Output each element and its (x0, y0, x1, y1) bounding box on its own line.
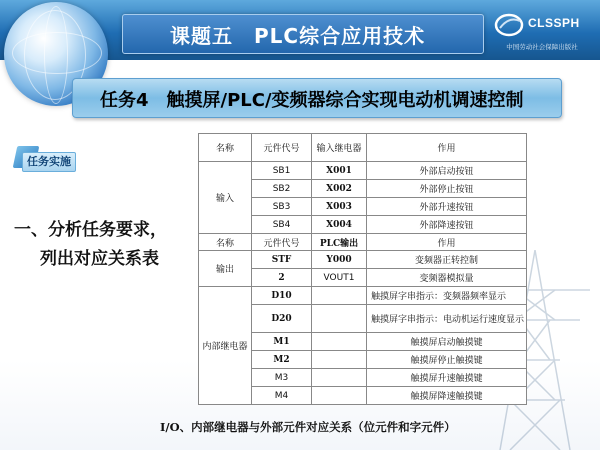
table-caption: I/O、内部继电器与外部元件对应关系（位元件和字元件） (160, 420, 456, 434)
table-cell: 变频器正转控制 (367, 251, 527, 269)
table-cell: VOUT1 (312, 269, 367, 287)
table-header-cell: PLC输出 (312, 234, 367, 251)
table-row (199, 162, 527, 180)
table-cell: 触摸屏停止触摸键 (367, 351, 527, 369)
table-cell: Y000 (312, 251, 367, 269)
table-cell (312, 369, 367, 387)
table-cell: 外部停止按钮 (367, 180, 527, 198)
table-cell: D10 (252, 287, 312, 305)
table-cell: X002 (312, 180, 367, 198)
table-header-cell: 名称 (199, 134, 252, 162)
table-cell: M2 (252, 351, 312, 369)
table-cell (312, 305, 367, 333)
table-header-cell: 元件代号 (252, 134, 312, 162)
task-title: 任务4 触摸屏/PLC/变频器综合实现电动机调速控制 (100, 90, 524, 111)
table-header-cell: 作用 (367, 234, 527, 251)
table-row (199, 287, 527, 305)
group-label-input: 输入 (199, 162, 252, 234)
publisher-logo-icon (494, 12, 524, 38)
page-title: 课题五 PLC综合应用技术 (170, 24, 426, 48)
table-cell: SB4 (252, 216, 312, 234)
table-header-cell: 作用 (367, 134, 527, 162)
publisher-logo (486, 10, 598, 56)
table-header-row (199, 234, 527, 251)
table-header-cell: 输入继电器 (312, 134, 367, 162)
group-label-internal: 内部继电器 (199, 287, 252, 405)
table-cell (312, 287, 367, 305)
table-cell: 外部升速按钮 (367, 198, 527, 216)
section-heading-line1: 一、分析任务要求， (14, 220, 167, 240)
table-cell: M4 (252, 387, 312, 405)
table-cell: M3 (252, 369, 312, 387)
table-header-cell: 名称 (199, 234, 252, 251)
table-cell: SB1 (252, 162, 312, 180)
section-heading-line2: 列出对应关系表 (40, 249, 159, 269)
logo-name: CLSSPH (528, 16, 580, 30)
table-cell: M1 (252, 333, 312, 351)
logo-subtitle: 中国劳动社会保障出版社 (506, 43, 578, 51)
group-label-output: 输出 (199, 251, 252, 287)
table-cell: 2 (252, 269, 312, 287)
table-cell: X003 (312, 198, 367, 216)
task-implement-label: 任务实施 (22, 152, 76, 172)
table-cell: X004 (312, 216, 367, 234)
table-cell: SB2 (252, 180, 312, 198)
table-cell: 触摸屏启动触摸键 (367, 333, 527, 351)
table-cell: 触摸屏字串指示：变频器频率显示 (367, 287, 527, 305)
table-cell: SB3 (252, 198, 312, 216)
table-cell: 外部启动按钮 (367, 162, 527, 180)
table-cell (312, 333, 367, 351)
correspondence-table (198, 133, 527, 405)
table-header-row (199, 134, 527, 162)
table-cell: 触摸屏升速触摸键 (367, 369, 527, 387)
table-header-cell: 元件代号 (252, 234, 312, 251)
table-cell: 触摸屏降速触摸键 (367, 387, 527, 405)
table-cell: 触摸屏字串指示：电动机运行速度显示 (367, 305, 527, 333)
table-cell: 外部降速按钮 (367, 216, 527, 234)
table-cell: D20 (252, 305, 312, 333)
table-cell (312, 387, 367, 405)
table-row (199, 251, 527, 269)
table-cell: X001 (312, 162, 367, 180)
table-cell: STF (252, 251, 312, 269)
table-cell: 变频器模拟量 (367, 269, 527, 287)
table-cell (312, 351, 367, 369)
